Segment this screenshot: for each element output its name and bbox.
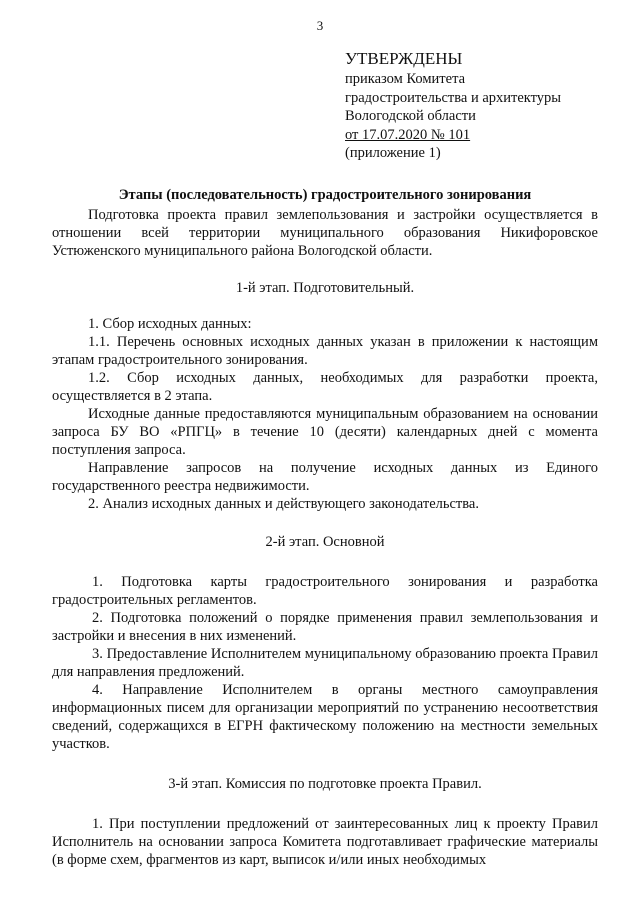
stage-2-item: 4. Направление Исполнителем в органы местного самоуправления информационных писем для организации мероприятий по устранению несоответствия сведений, содержащихся в ЕГРН фактическому положению на местности земельных участков. bbox=[52, 682, 598, 752]
stage-1-item: 1. Сбор исходных данных: bbox=[88, 316, 252, 332]
stage-2-item: 2. Подготовка положений о порядке применения правил землепользования и застройки и внесения в них изменений. bbox=[52, 610, 598, 644]
stage-2-item: 1. Подготовка карты градостроительного зонирования и разработка градостроительных регламентов. bbox=[52, 574, 598, 608]
document-heading: Этапы (последовательность) градостроительного зонирования bbox=[118, 187, 532, 203]
intro-paragraph: Подготовка проекта правил землепользования и застройки осуществляется в отношении всей территории муниципального образования Никифоровское Устюженского муниципального района Вологодской области. bbox=[52, 207, 598, 259]
stage-1-item: 2. Анализ исходных данных и действующего законодательства. bbox=[88, 496, 479, 512]
stage-1-item: Исходные данные предоставляются муниципальным образованием на основании запроса БУ ВО «РПГЦ» в течение 10 (десяти) календарных дней с момента поступления запроса. bbox=[52, 406, 598, 458]
stage-1-item: 1.1. Перечень основных исходных данных указан в приложении к настоящим этапам градостроительного зонирования. bbox=[52, 334, 598, 368]
approval-line-1: приказом Комитета bbox=[345, 71, 466, 87]
stage-3-title: 3-й этап. Комиссия по подготовке проекта Правил. bbox=[168, 776, 482, 792]
approval-line-2: градостроительства и архитектуры bbox=[345, 89, 562, 106]
stage-2-item: 3. Предоставление Исполнителем муниципальному образованию проекта Правил для направления предложений. bbox=[52, 646, 598, 680]
approval-block bbox=[345, 48, 561, 163]
approval-title: УТВЕРЖДЕНЫ bbox=[345, 49, 463, 68]
stage-2-title: 2-й этап. Основной bbox=[265, 534, 385, 550]
approval-line-3: Вологодской области bbox=[345, 108, 476, 124]
approval-date: от 17.07.2020 № 101 bbox=[345, 126, 471, 143]
stage-1-item: Направление запросов на получение исходных данных из Единого государственного реестра недвижимости. bbox=[52, 460, 598, 494]
stage-1-title: 1-й этап. Подготовительный. bbox=[235, 280, 415, 296]
stage-3-item: 1. При поступлении предложений от заинтересованных лиц к проекту Правил Исполнитель на основании запроса Комитета подготавливает графические материалы (в форме схем, фрагментов из карт, выписок и/или иных необходимых bbox=[52, 816, 598, 868]
document-body bbox=[52, 186, 598, 869]
stage-1-item: 1.2. Сбор исходных данных, необходимых для разработки проекта, осуществляется в 2 этапа. bbox=[52, 370, 598, 404]
page-number: 3 bbox=[316, 18, 324, 33]
approval-appendix: (приложение 1) bbox=[345, 145, 441, 161]
